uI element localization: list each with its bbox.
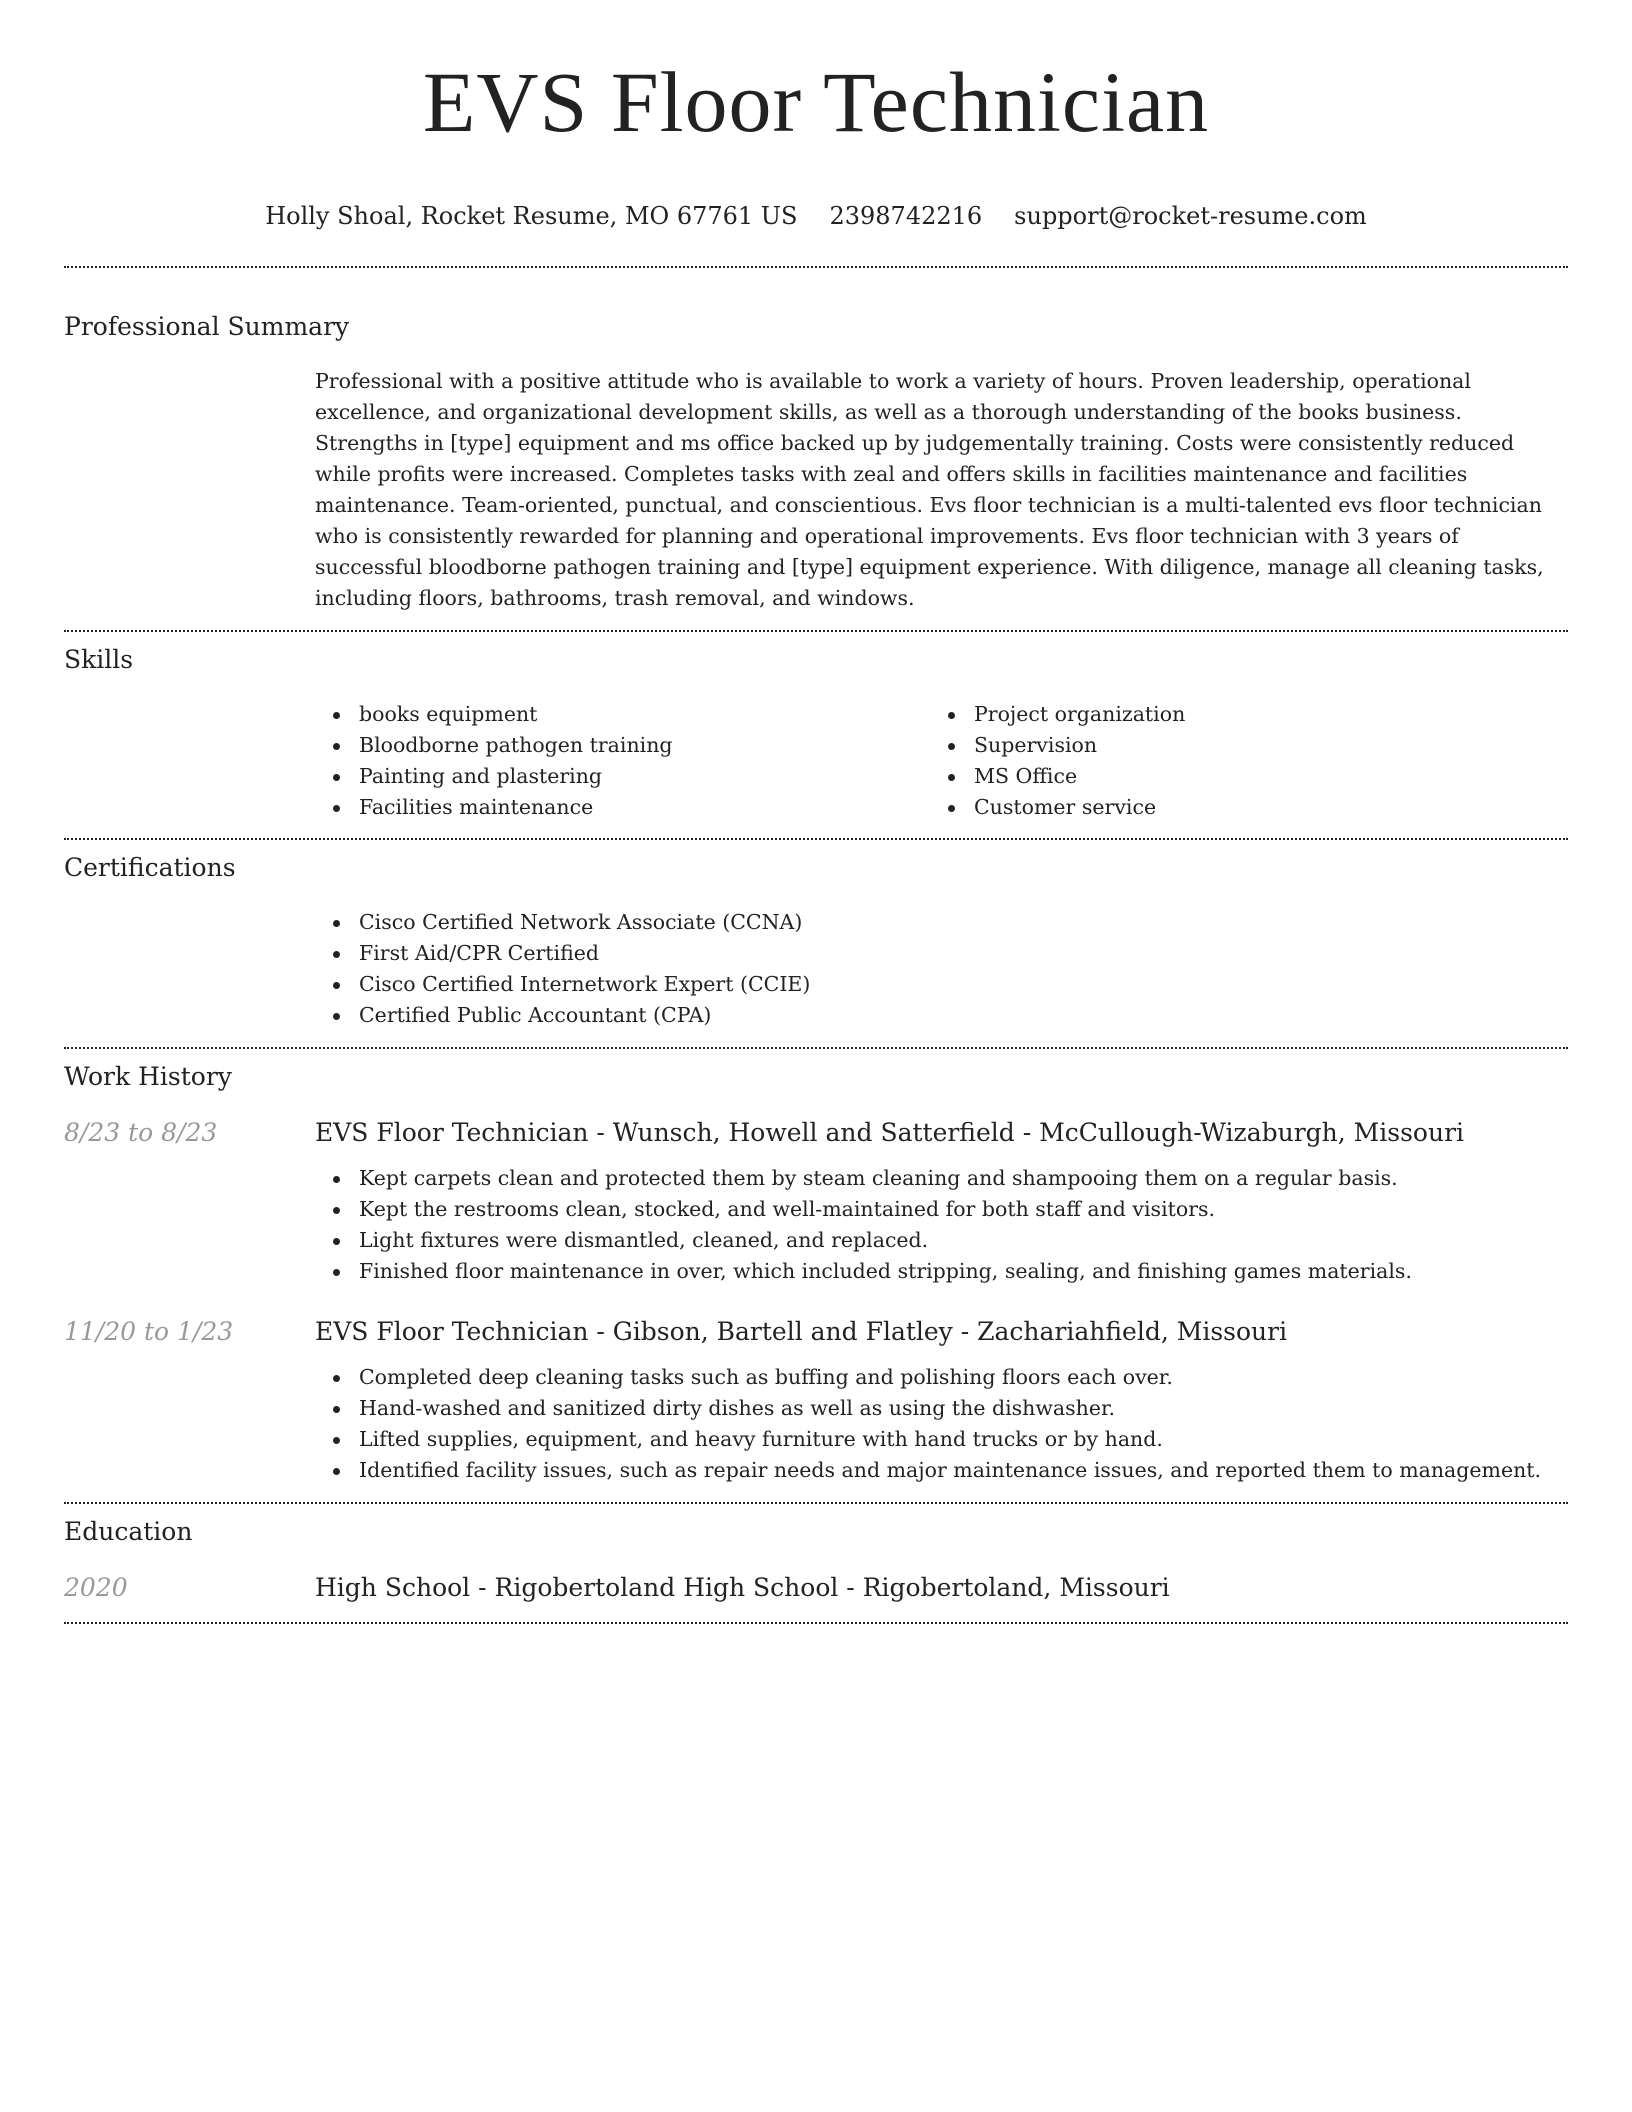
certifications-list (315, 907, 1568, 1031)
job-title: EVS Floor Technician - Wunsch, Howell and Satterfield - McCullough-Wizaburgh, Missouri (315, 1118, 1465, 1147)
skill-item: books equipment (315, 699, 930, 730)
job-duty: Finished floor maintenance in over, which included stripping, sealing, and finishing games materials. (315, 1256, 1568, 1287)
job-entry (64, 1116, 1568, 1287)
skills-list-right (930, 699, 1568, 823)
job-duty: Kept carpets clean and protected them by steam cleaning and shampooing them on a regular basis. (315, 1163, 1568, 1194)
job-date: 8/23 to 8/23 (64, 1118, 218, 1147)
job-date: 11/20 to 1/23 (64, 1317, 234, 1346)
certification-item: Certified Public Accountant (CPA) (315, 1000, 1568, 1031)
skills-section (64, 632, 1568, 823)
skill-item: MS Office (930, 761, 1568, 792)
contact-phone: 2398742216 (829, 202, 983, 230)
resume-header (64, 0, 1568, 230)
summary-text: Professional with a positive attitude who is available to work a variety of hours. Proven leadership, operational excellence, and organizational development skills, as well as a thorough understanding of the books business. Strengths in [type] equipment and ms office backed up by judgementally training. Costs were consistently reduced while profits were increased. Completes tasks with zeal and offers skills in facilities maintenance and facilities maintenance. Team-oriented, punctual, and conscientious. Evs floor technician is a multi-talented evs floor technician who is consistently rewarded for planning and operational improvements. Evs floor technician with 3 years of successful bloodborne pathogen training and [type] equipment experience. With diligence, manage all cleaning tasks, including floors, bathrooms, trash removal, and windows. (315, 369, 1544, 610)
certifications-section (64, 840, 1568, 1031)
summary-section (64, 268, 1568, 614)
skill-item: Painting and plastering (315, 761, 930, 792)
section-title-certifications: Certifications (64, 853, 236, 882)
candidate-name: EVS Floor Technician (422, 54, 1210, 150)
education-title: High School - Rigobertoland High School - Rigobertoland, Missouri (315, 1573, 1170, 1602)
contact-line (64, 202, 1568, 230)
education-section (64, 1504, 1568, 1605)
skills-grid (315, 699, 1568, 823)
skill-item: Bloodborne pathogen training (315, 730, 930, 761)
contact-email: support@rocket-resume.com (1014, 202, 1367, 230)
job-duty: Lifted supplies, equipment, and heavy furniture with hand trucks or by hand. (315, 1424, 1568, 1455)
skills-list-left (315, 699, 930, 823)
skill-item: Facilities maintenance (315, 792, 930, 823)
certification-item: First Aid/CPR Certified (315, 938, 1568, 969)
job-duty: Kept the restrooms clean, stocked, and well-maintained for both staff and visitors. (315, 1194, 1568, 1225)
certification-item: Cisco Certified Network Associate (CCNA) (315, 907, 1568, 938)
education-entry (64, 1571, 1568, 1605)
education-date: 2020 (64, 1573, 128, 1602)
job-entry (64, 1315, 1568, 1486)
skill-item: Customer service (930, 792, 1568, 823)
skill-item: Supervision (930, 730, 1568, 761)
job-duties-list (315, 1362, 1568, 1486)
section-title-work-history: Work History (64, 1062, 232, 1091)
job-duties-list (315, 1163, 1568, 1287)
skill-item: Project organization (930, 699, 1568, 730)
job-duty: Light fixtures were dismantled, cleaned, and replaced. (315, 1225, 1568, 1256)
section-title-summary: Professional Summary (64, 312, 350, 341)
section-title-skills: Skills (64, 645, 134, 674)
job-duty: Completed deep cleaning tasks such as buffing and polishing floors each over. (315, 1362, 1568, 1393)
job-duty: Identified facility issues, such as repair needs and major maintenance issues, and reported them to management. (315, 1455, 1568, 1486)
job-title: EVS Floor Technician - Gibson, Bartell and Flatley - Zachariahfield, Missouri (315, 1317, 1288, 1346)
divider (64, 1622, 1568, 1624)
certification-item: Cisco Certified Internetwork Expert (CCIE) (315, 969, 1568, 1000)
work-history-section (64, 1049, 1568, 1502)
contact-address: Holly Shoal, Rocket Resume, MO 67761 US (265, 202, 798, 230)
job-duty: Hand-washed and sanitized dirty dishes as well as using the dishwasher. (315, 1393, 1568, 1424)
section-title-education: Education (64, 1517, 193, 1546)
